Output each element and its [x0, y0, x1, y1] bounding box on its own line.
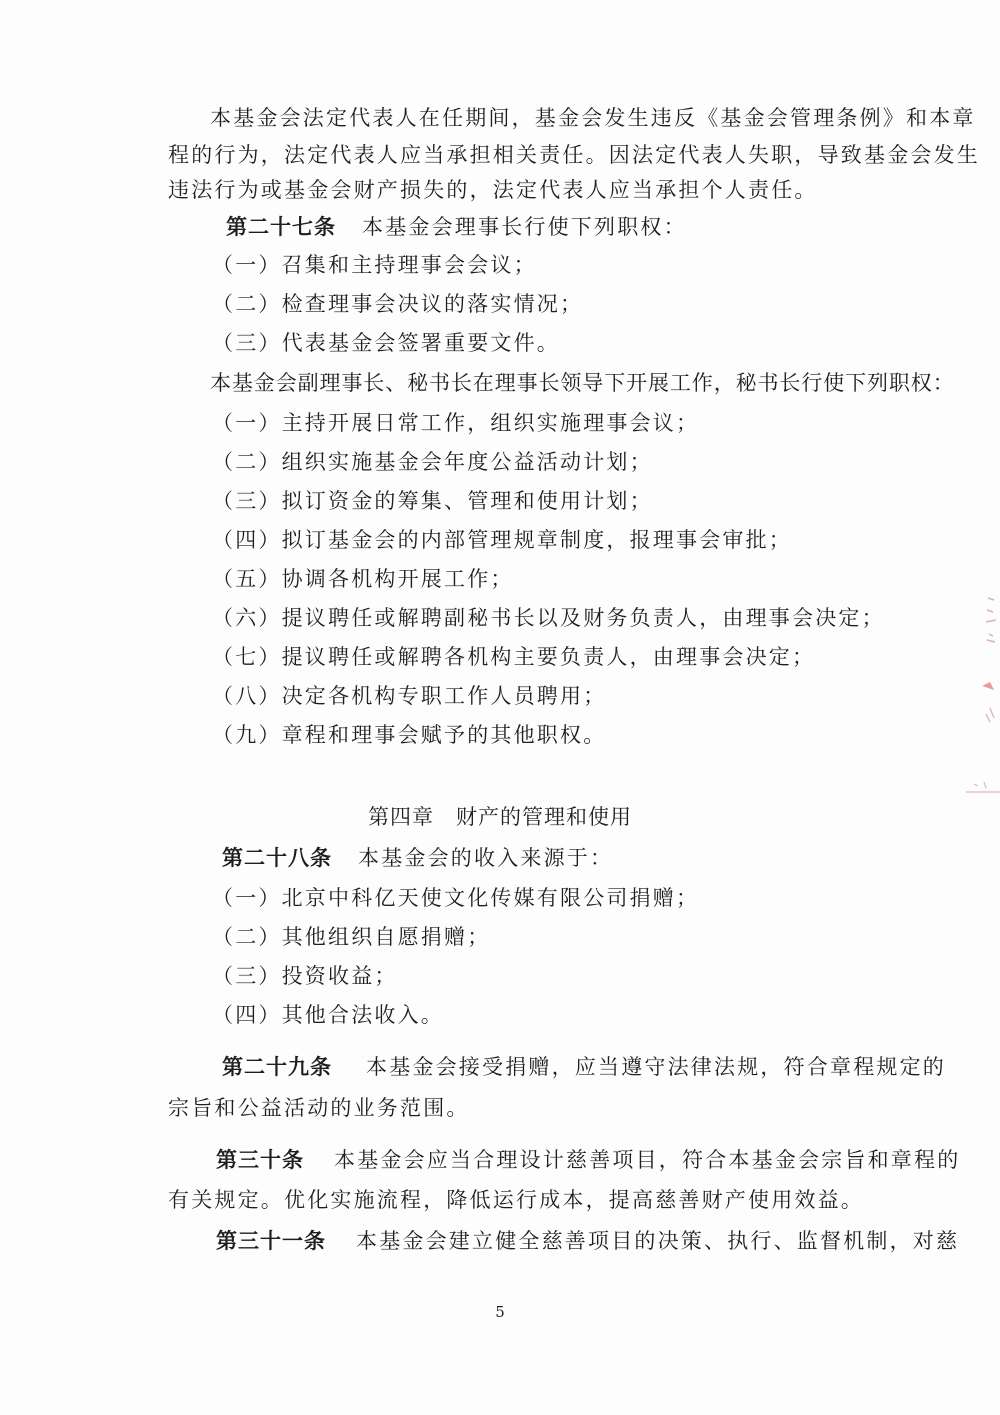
article-29-line-1 — [222, 1053, 946, 1081]
secretary-item-8: （八）决定各机构专职工作人员聘用； — [212, 684, 607, 708]
article-27-item-2: （二）检查理事会决议的落实情况； — [212, 292, 584, 316]
article-30-line-2: 有关规定。优化实施流程，降低运行成本，提高慈善财产使用效益。 — [168, 1188, 864, 1212]
paragraph-line-3: 违法行为或基金会财产损失的，法定代表人应当承担个人责任。 — [168, 178, 818, 202]
article-30-label: 第三十条 — [216, 1148, 304, 1172]
secretary-item-6: （六）提议聘任或解聘副秘书长以及财务负责人，由理事会决定； — [212, 606, 885, 630]
secretary-item-5: （五）协调各机构开展工作； — [212, 567, 514, 591]
article-27-label: 第二十七条 — [226, 215, 336, 239]
secretary-item-1: （一）主持开展日常工作，组织实施理事会议； — [212, 411, 700, 435]
article-27-text: 本基金会理事长行使下列职权： — [362, 215, 687, 239]
secretary-item-4: （四）拟订基金会的内部管理规章制度，报理事会审批； — [212, 528, 792, 552]
secretary-item-2: （二）组织实施基金会年度公益活动计划； — [212, 450, 653, 474]
article-28-item-3: （三）投资收益； — [212, 964, 398, 988]
article-29-line-2: 宗旨和公益活动的业务范围。 — [168, 1096, 470, 1120]
article-28-item-1: （一）北京中科亿天使文化传媒有限公司捐赠； — [212, 886, 700, 910]
article-28-item-2: （二）其他组织自愿捐赠； — [212, 925, 491, 949]
article-31-line-1 — [216, 1227, 959, 1255]
article-28-text: 本基金会的收入来源于： — [358, 846, 614, 870]
page-number: 5 — [495, 1303, 505, 1321]
article-31-text-1: 本基金会建立健全慈善项目的决策、执行、监督机制，对慈 — [356, 1229, 960, 1253]
article-27-item-1: （一）召集和主持理事会会议； — [212, 253, 537, 277]
article-27 — [226, 213, 687, 241]
chapter-heading: 第四章 财产的管理和使用 — [368, 805, 632, 829]
article-28 — [222, 844, 613, 872]
article-29-label: 第二十九条 — [222, 1055, 332, 1079]
secretary-item-3: （三）拟订资金的筹集、管理和使用计划； — [212, 489, 653, 513]
secretary-intro: 本基金会副理事长、秘书长在理事长领导下开展工作，秘书长行使下列职权： — [210, 371, 955, 395]
article-31-label: 第三十一条 — [216, 1229, 326, 1253]
paragraph-line-2: 程的行为，法定代表人应当承担相关责任。因法定代表人失职，导致基金会发生 — [168, 143, 980, 167]
article-28-item-4: （四）其他合法收入。 — [212, 1003, 444, 1027]
article-28-label: 第二十八条 — [222, 846, 332, 870]
article-29-text-1: 本基金会接受捐赠，应当遵守法律法规，符合章程规定的 — [366, 1055, 946, 1079]
paragraph-line-1: 本基金会法定代表人在任期间，基金会发生违反《基金会管理条例》和本章 — [210, 106, 976, 130]
seal-edge-marks — [960, 590, 1000, 810]
secretary-item-7: （七）提议聘任或解聘各机构主要负责人，由理事会决定； — [212, 645, 816, 669]
secretary-item-9: （九）章程和理事会赋予的其他职权。 — [212, 723, 607, 747]
article-30-text-1: 本基金会应当合理设计慈善项目，符合本基金会宗旨和章程的 — [334, 1148, 961, 1172]
article-27-item-3: （三）代表基金会签署重要文件。 — [212, 331, 560, 355]
article-30-line-1 — [216, 1146, 960, 1174]
